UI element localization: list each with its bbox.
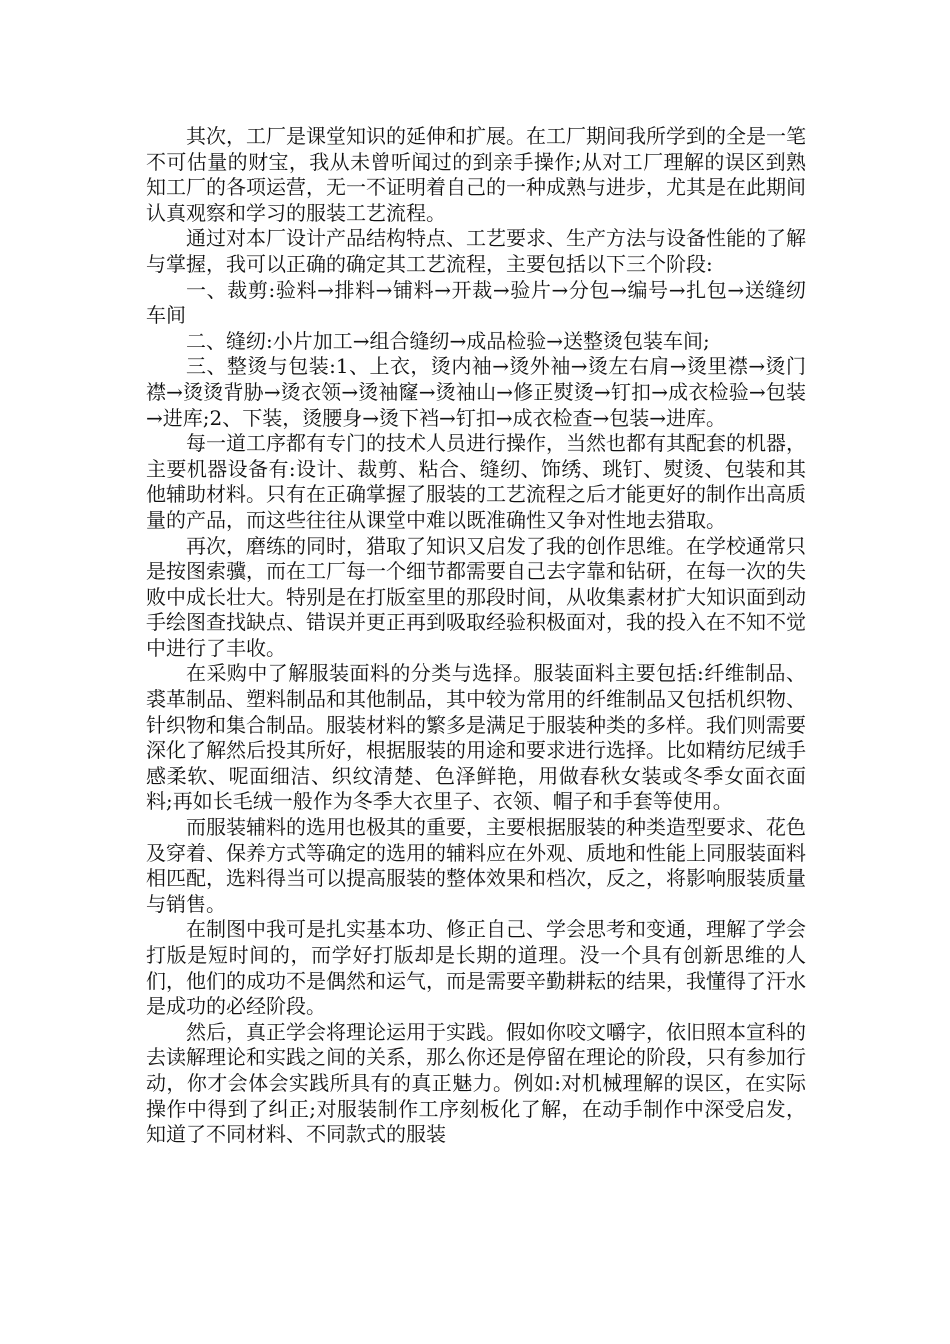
paragraph-pattern-making: 在制图中我可是扎实基本功、修正自己、学会思考和变通，理解了学会打版是短时间的，而学好打版却是长期的道理。没一个具有创新思维的人们，他们的成功不是偶然和运气，而是需要辛勤耕耘的结果，我懂得了汗水是成功的必经阶段。	[146, 917, 806, 1019]
paragraph-theory-practice: 然后，真正学会将理论运用于实践。假如你咬文嚼字，依旧照本宣科的去读解理论和实践之间的关系，那么你还是停留在理论的阶段，只有参加行动，你才会体会实践所具有的真正魅力。例如:对机械理解的误区，在实际操作中得到了纠正;对服装制作工序刻板化了解，在动手制作中深受启发，知道了不同材料、不同款式的服装	[146, 1019, 806, 1147]
paragraph-stage-sewing: 二、缝纫:小片加工→组合缝纫→成品检验→送整烫包装车间;	[186, 328, 710, 353]
paragraph-factory-learning: 其次，工厂是课堂知识的延伸和扩展。在工厂期间我所学到的全是一笔不可估量的财宝，我从未曾听闻过的到亲手操作;从对工厂理解的误区到熟知工厂的各项运营，无一不证明着自己的一种成熟与进步，尤其是在此期间认真观察和学习的服装工艺流程。	[146, 124, 806, 225]
paragraph-accessories: 而服装辅料的选用也极其的重要，主要根据服装的种类造型要求、花色及穿着、保养方式等确定的选用的辅料应在外观、质地和性能上同服装面料相匹配，选料得当可以提高服装的整体效果和档次，反之，将影响服装质量与销售。	[146, 815, 806, 916]
paragraph-stage-cutting: 一、裁剪:验料→排料→铺料→开裁→验片→分包→编号→扎包→送缝纫车间	[146, 277, 806, 328]
paragraph-fabric-selection: 在采购中了解服装面料的分类与选择。服装面料主要包括:纤维制品、裘革制品、塑料制品和其他制品，其中较为常用的纤维制品又包括机织物、针织物和集合制品。服装材料的繁多是满足于服装种类的多样。我们则需要深化了解然后投其所好，根据服装的用途和要求进行选择。比如精纺尼绒手感柔软、呢面细洁、织纹清楚、色泽鲜艳，用做春秋女装或冬季女面衣面料;再如长毛绒一般作为冬季大衣里子、衣领、帽子和手套等使用。	[146, 661, 806, 814]
paragraph-stage-ironing: 三、整烫与包装:1、上衣，烫内袖→烫外袖→烫左右肩→烫里襟→烫门襟→烫烫背胁→烫衣领→烫袖窿→烫袖山→修正熨烫→钉扣→成衣检验→包装→进库;2、下装，烫腰身→烫下裆→钉扣→成衣检查→包装→进库。	[146, 354, 806, 430]
paragraph-machines: 每一道工序都有专门的技术人员进行操作，当然也都有其配套的机器，主要机器设备有:设计、裁剪、粘合、缝纫、饰绣、珧钉、熨烫、包装和其他辅助材料。只有在正确掌握了服装的工艺流程之后才能更好的制作出高质量的产品，而这些往往从课堂中难以既准确性又争对性地去猎取。	[146, 431, 806, 532]
paragraph-process-intro: 通过对本厂设计产品结构特点、工艺要求、生产方法与设备性能的了解与掌握，我可以正确的确定其工艺流程，主要包括以下三个阶段:	[146, 226, 806, 276]
paragraph-creative-thinking: 再次，磨练的同时，猎取了知识又启发了我的创作思维。在学校通常只是按图索骥，而在工厂每一个细节都需要自己去字靠和钻研，在每一次的失败中成长壮大。特别是在打版室里的那段时间，从收集素材扩大知识面到动手绘图查找缺点、错误并更正再到吸取经验积极面对，我的投入在不知不觉中进行了丰收。	[146, 533, 806, 660]
document-body	[146, 124, 806, 1148]
